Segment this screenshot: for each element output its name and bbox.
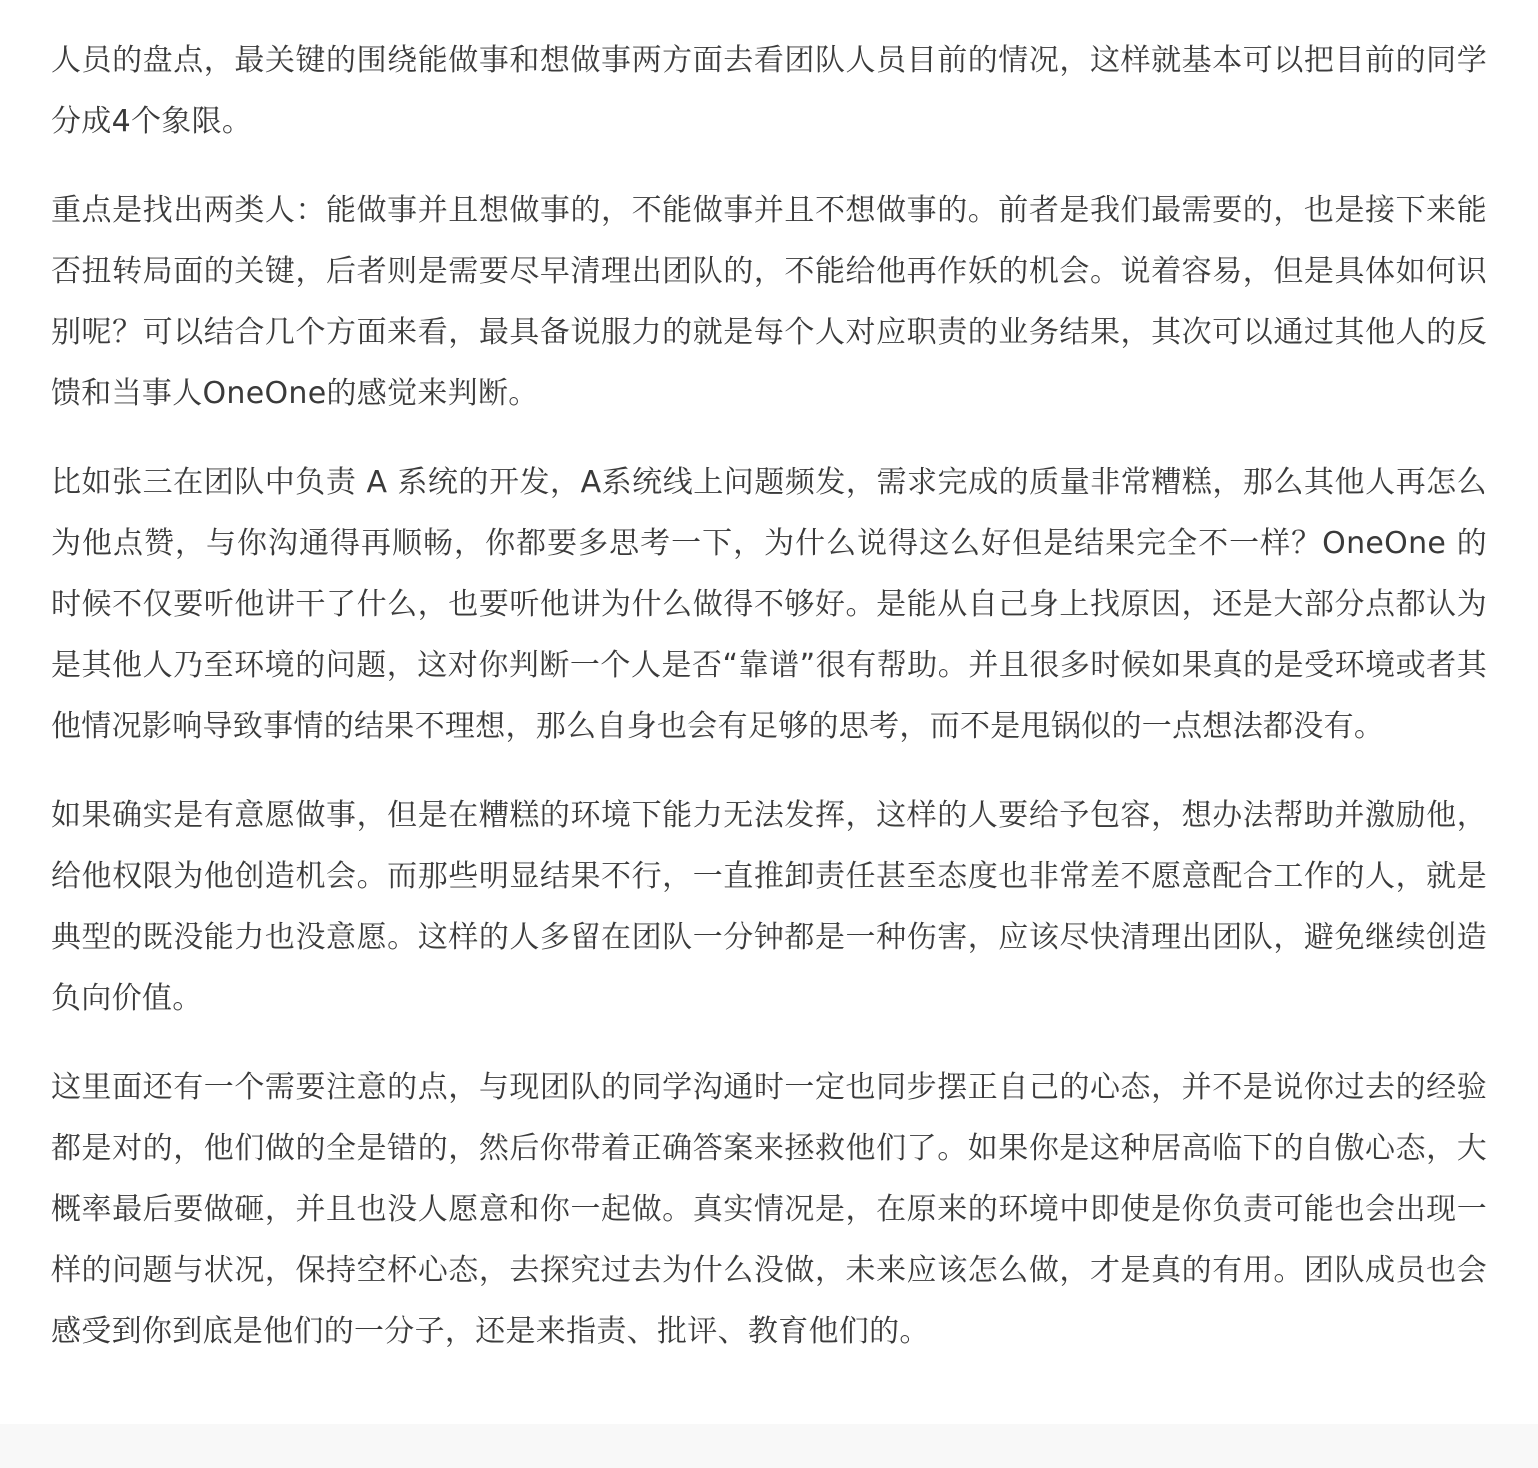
paragraph-3: 比如张三在团队中负责 A 系统的开发，A系统线上问题频发，需求完成的质量非常糟糕，那么其他人再怎么为他点赞，与你沟通得再顺畅，你都要多思考一下，为什么说得这么好但是结果完全不一样？OneOne 的时候不仅要听他讲干了什么，也要听他讲为什么做得不够好。是能从自己身上找原因，还是大部分点都认为是其他人乃至环境的问题，这对你判断一个人是否“靠谱”很有帮助。并且很多时候如果真的是受环境或者其他情况影响导致事情的结果不理想，那么自身也会有足够的思考，而不是甩锅似的一点想法都没有。 [51,465,1487,744]
article-body [51,30,1487,1390]
bottom-edge [0,1424,1538,1468]
paragraph-4: 如果确实是有意愿做事，但是在糟糕的环境下能力无法发挥，这样的人要给予包容，想办法帮助并激励他，给他权限为他创造机会。而那些明显结果不行，一直推卸责任甚至态度也非常差不愿意配合工作的人，就是典型的既没能力也没意愿。这样的人多留在团队一分钟都是一种伤害，应该尽快清理出团队，避免继续创造负向价值。 [51,798,1487,1016]
paragraph-1: 人员的盘点，最关键的围绕能做事和想做事两方面去看团队人员目前的情况，这样就基本可以把目前的同学分成4个象限。 [51,43,1487,139]
paragraph-5: 这里面还有一个需要注意的点，与现团队的同学沟通时一定也同步摆正自己的心态，并不是说你过去的经验都是对的，他们做的全是错的，然后你带着正确答案来拯救他们了。如果你是这种居高临下的自傲心态，大概率最后要做砸，并且也没人愿意和你一起做。真实情况是，在原来的环境中即使是你负责可能也会出现一样的问题与状况，保持空杯心态，去探究过去为什么没做，未来应该怎么做，才是真的有用。团队成员也会感受到你到底是他们的一分子，还是来指责、批评、教育他们的。 [51,1070,1487,1349]
paragraph-2: 重点是找出两类人：能做事并且想做事的，不能做事并且不想做事的。前者是我们最需要的，也是接下来能否扭转局面的关键，后者则是需要尽早清理出团队的，不能给他再作妖的机会。说着容易，但是具体如何识别呢？可以结合几个方面来看，最具备说服力的就是每个人对应职责的业务结果，其次可以通过其他人的反馈和当事人OneOne的感觉来判断。 [51,193,1487,411]
